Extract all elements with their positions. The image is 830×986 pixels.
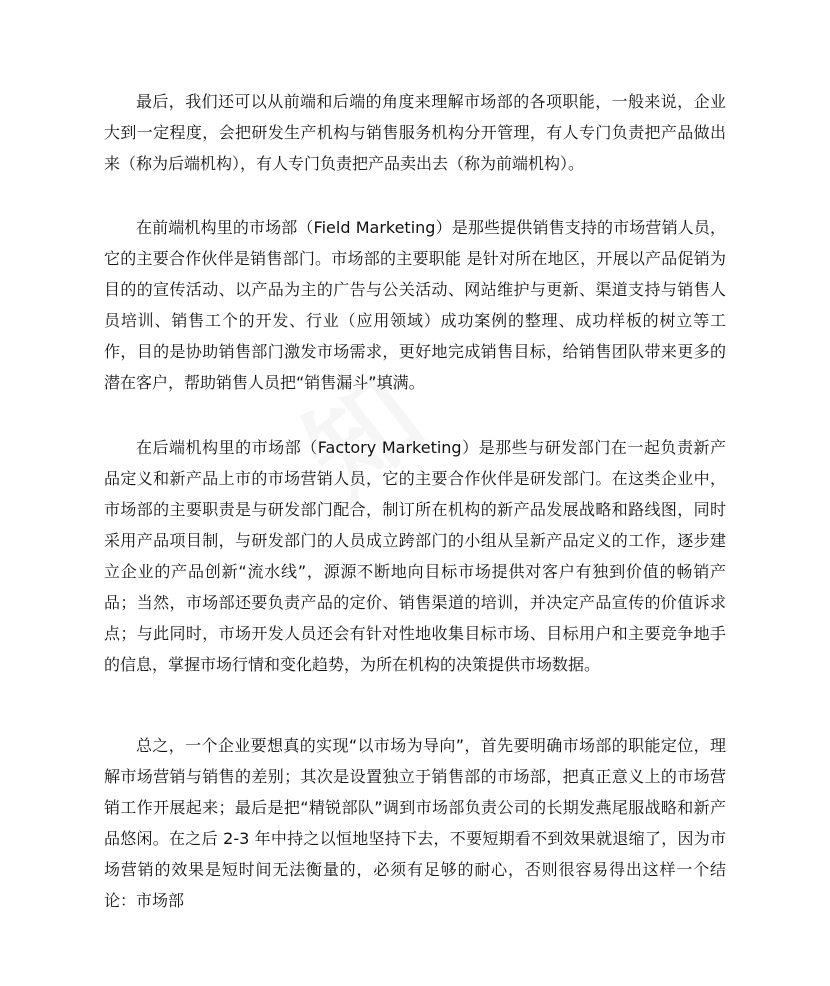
paragraph-field-marketing: 在前端机构里的市场部（Field Marketing）是那些提供销售支持的市场营销人员，它的主要合作伙伴是销售部门。市场部的主要职能 是针对所在地区，开展以产品促销为目的的宣传活动、以产品为主的广告与公关活动、网站维护与更新、渠道支持与销售人员培训、销售工个的开发、行业（应用领域）成功案例的整理、成功样板的树立等工作，目的是协助销售部门激发市场需求，更好地完成销售目标，给销售团队带来更多的潜在客户，帮助销售人员把“销售漏斗”填满。 [104, 218, 726, 392]
paragraph-summary: 总之，一个企业要想真的实现“以市场为导向”，首先要明确市场部的职能定位，理解市场营销与销售的差别；其次是设置独立于销售部的市场部，把真正意义上的市场营销工作开展起来；最后是把“精锐部队”调到市场部负责公司的长期发燕尾服战略和新产品悠闲。在之后 2-3 年中持之以恒地坚持下去，不要短期看不到效果就退缩了，因为市场营销的效果是短时间无法衡量的，必须有足够的耐心，否则很容易得出这样一个结论：市场部 [104, 736, 726, 910]
paragraph-frontend-backend: 最后，我们还可以从前端和后端的角度来理解市场部的各项职能，一般来说，企业大到一定程度，会把研发生产机构与销售服务机构分开管理，有人专门负责把产品做出来（称为后端机构），有人专门负责把产品卖出去（称为前端机构）。 [104, 92, 726, 173]
paragraph-factory-marketing: 在后端机构里的市场部（Factory Marketing）是那些与研发部门在一起负责新产品定义和新产品上市的市场营销人员，它的主要合作伙伴是研发部门。在这类企业中，市场部的主要职责是与研发部门配合，制订所在机构的新产品发展战略和路线图，同时采用产品项目制，与研发部门的人员成立跨部门的小组从呈新产品定义的工作，逐步建立企业的产品创新“流水线”，源源不断地向目标市场提供对客户有独到价值的畅销产品；当然，市场部还要负责产品的定价、销售渠道的培训，并决定产品宣传的价值诉求点；与此同时，市场开发人员还会有针对性地收集目标市场、目标用户和主要竞争地手的信息，掌握市场行情和变化趋势，为所在机构的决策提供市场数据。 [104, 438, 726, 674]
